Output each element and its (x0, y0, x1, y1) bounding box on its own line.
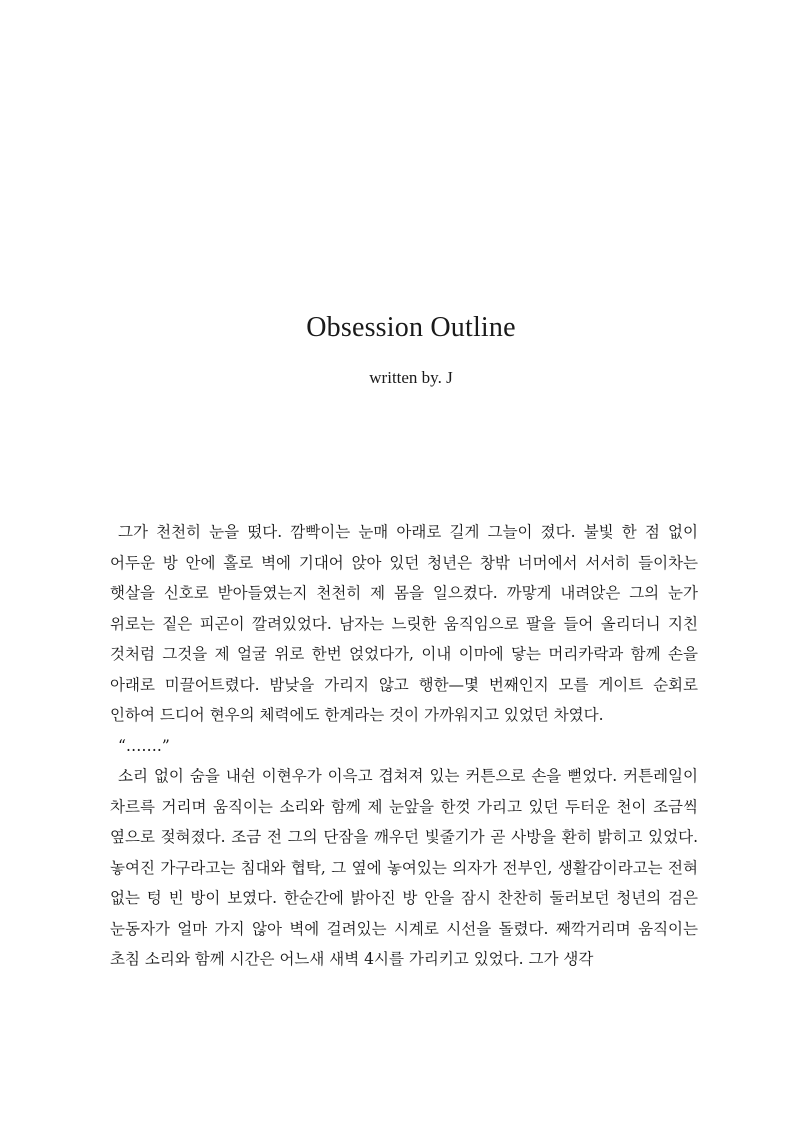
dialogue-line: “…….” (118, 736, 170, 755)
paragraph: 그가 천천히 눈을 떴다. 깜빡이는 눈매 아래로 길게 그늘이 졌다. 불빛 한 점 없이 어두운 방 안에 홀로 벽에 기대어 앉아 있던 청년은 창밖 너머에서 서서히 들이차는 햇살을 신호로 받아들였는지 천천히 제 몸을 일으켰다. 까맣게 내려앉은 그의 눈가 위로는 짙은 피곤이 깔려있었다. 남자는 느릿한 움직임으로 팔을 들어 올리더니 지친 것처럼 그것을 제 얼굴 위로 한번 얹었다가, 이내 이마에 닿는 머리카락과 함께 손을 아래로 미끌어트렸다. 밤낮을 가리지 않고 행한—몇 번째인지 모를 게이트 순회로 인하여 드디어 현우의 체력에도 한계라는 것이 가까워지고 있었던 차였다. (110, 523, 698, 724)
author-byline: written by. J (369, 368, 453, 387)
paragraph: 소리 없이 숨을 내쉰 이현우가 이윽고 겹쳐져 있는 커튼으로 손을 뻗었다. 커튼레일이 차르륵 거리며 움직이는 소리와 함께 제 눈앞을 한껏 가리고 있던 두터운 천이 조금씩 옆으로 젖혀졌다. 조금 전 그의 단잠을 깨우던 빛줄기가 곧 사방을 환히 밝히고 있었다. 놓여진 가구라고는 침대와 협탁, 그 옆에 놓여있는 의자가 전부인, 생활감이라고는 전혀 없는 텅 빈 방이 보였다. 한순간에 밝아진 방 안을 잠시 찬찬히 둘러보던 청년의 검은 눈동자가 얼마 가지 않아 벽에 걸려있는 시계로 시선을 돌렸다. 째깍거리며 움직이는 초침 소리와 함께 시간은 어느새 새벽 4시를 가리키고 있었다. 그가 생각 (110, 767, 698, 968)
document-title: Obsession Outline (306, 312, 516, 343)
body-text (110, 517, 698, 975)
